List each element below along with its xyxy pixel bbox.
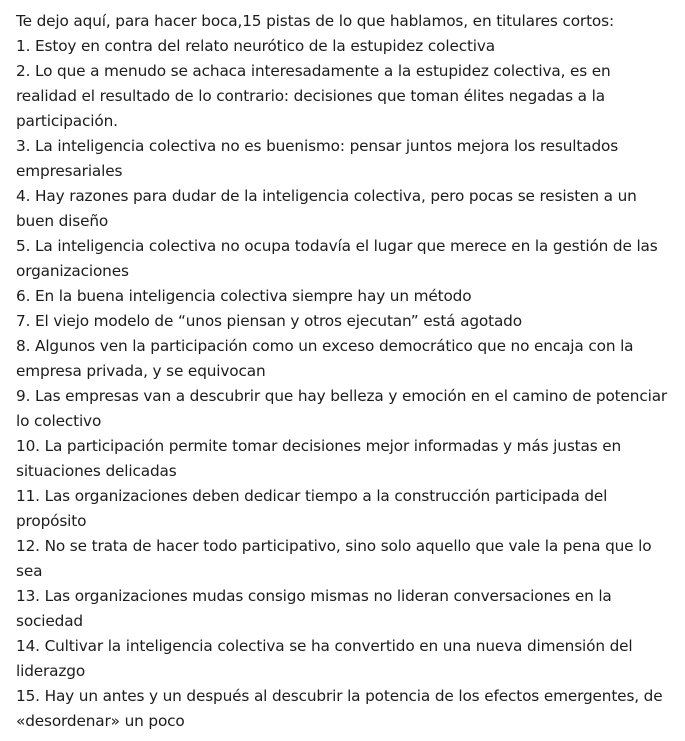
list-item-4: 4. Hay razones para dudar de la inteligencia colectiva, pero pocas se resisten a un buen diseño — [16, 187, 637, 230]
list-item-9: 9. Las empresas van a descubrir que hay belleza y emoción en el camino de potenciar lo colectivo — [16, 387, 668, 430]
list-item-2: 2. Lo que a menudo se achaca interesadamente a la estupidez colectiva, es en realidad el resultado de lo contrario: decisiones que toman élites negadas a la participación. — [16, 62, 611, 130]
list-item-7: 7. El viejo modelo de “unos piensan y otros ejecutan” está agotado — [16, 312, 522, 330]
list-item-14: 14. Cultivar la inteligencia colectiva se ha convertido en una nueva dimensión del liderazgo — [16, 637, 633, 680]
post-intro: Te dejo aquí, para hacer boca,15 pistas de lo que hablamos, en titulares cortos: — [16, 12, 614, 30]
list-item-8: 8. Algunos ven la participación como un exceso democrático que no encaja con la empresa privada, y se equivocan — [16, 337, 634, 380]
list-item-1: 1. Estoy en contra del relato neurótico de la estupidez colectiva — [16, 37, 496, 55]
list-item-10: 10. La participación permite tomar decisiones mejor informadas y más justas en situaciones delicadas — [16, 437, 622, 480]
list-item-12: 12. No se trata de hacer todo participativo, sino solo aquello que vale la pena que lo sea — [16, 537, 652, 580]
list-item-11: 11. Las organizaciones deben dedicar tiempo a la construcción participada del propósito — [16, 487, 608, 530]
list-item-5: 5. La inteligencia colectiva no ocupa todavía el lugar que merece en la gestión de las organizaciones — [16, 237, 658, 280]
list-item-13: 13. Las organizaciones mudas consigo mismas no lideran conversaciones en la sociedad — [16, 587, 612, 630]
list-item-3: 3. La inteligencia colectiva no es buenismo: pensar juntos mejora los resultados empresariales — [16, 137, 619, 180]
list-item-6: 6. En la buena inteligencia colectiva siempre hay un método — [16, 287, 472, 305]
list-item-15: 15. Hay un antes y un después al descubrir la potencia de los efectos emergentes, de «desordenar» un poco — [16, 687, 663, 730]
